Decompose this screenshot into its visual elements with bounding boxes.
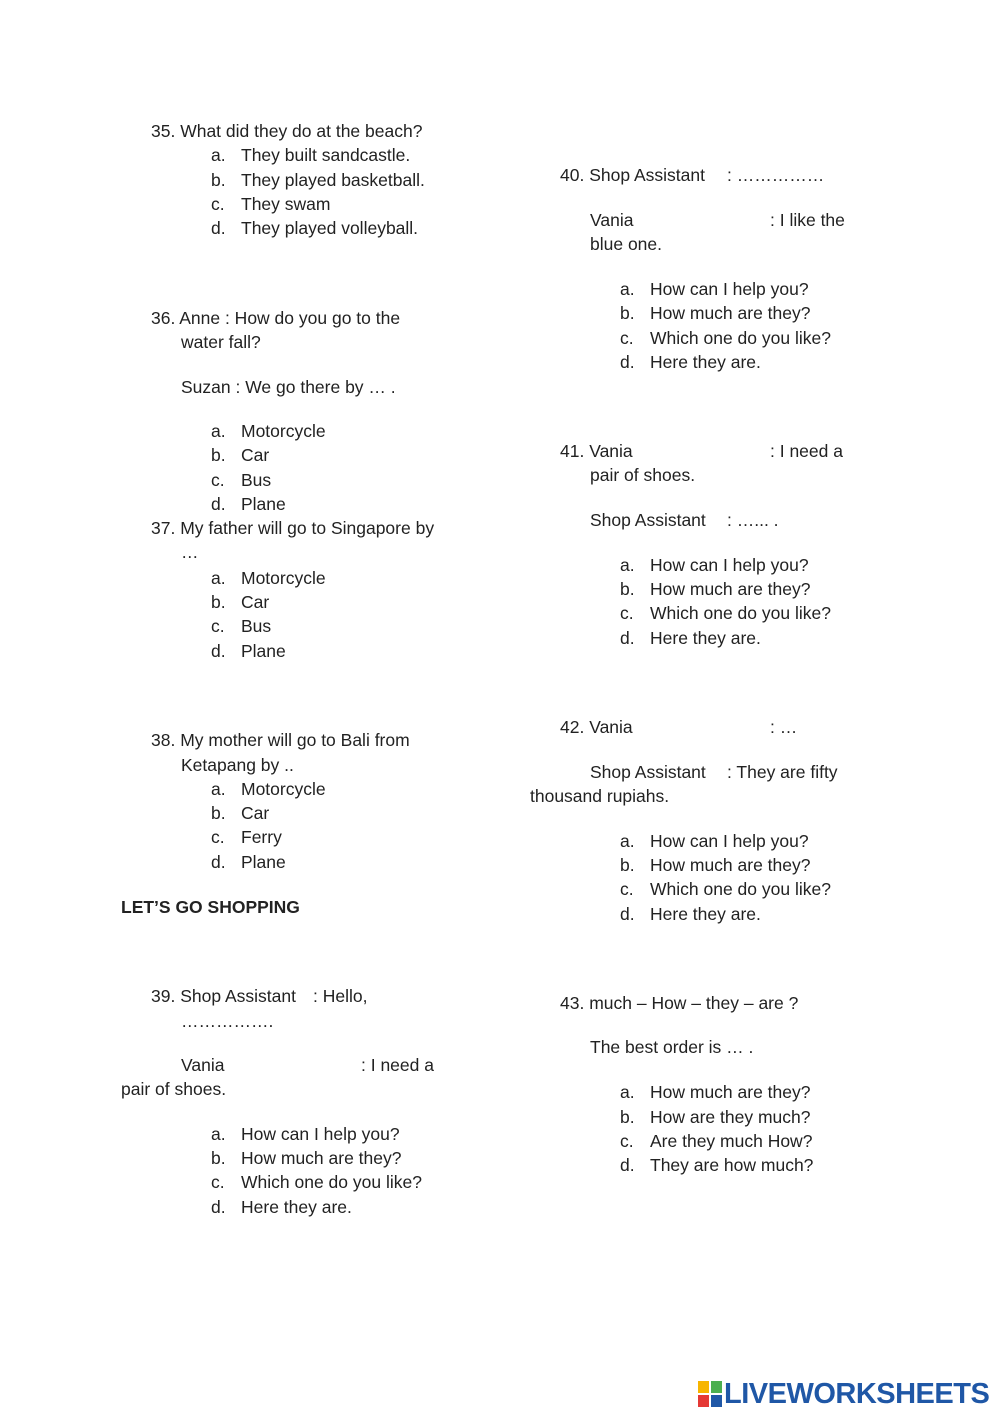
option-text: How much are they? <box>650 1082 811 1102</box>
option-text: Plane <box>241 852 286 872</box>
option-letter: d. <box>211 494 226 514</box>
option-letter: a. <box>620 1082 635 1102</box>
option-text: Here they are. <box>241 1197 352 1217</box>
option-text: How much are they? <box>650 855 811 875</box>
option-text: Bus <box>241 470 272 490</box>
question-42-line1-rest: : … <box>770 717 798 737</box>
question-41-line1-rest: : I need a <box>770 441 843 461</box>
option-text: Which one do you like? <box>650 328 831 348</box>
option-letter: d. <box>211 1197 226 1217</box>
question-38-line2: Ketapang by .. <box>181 755 294 775</box>
question-39-line3-rest: : I need a <box>361 1055 434 1075</box>
liveworksheets-logo-icon <box>698 1381 722 1407</box>
option-letter: b. <box>211 1148 226 1168</box>
question-38-line1: 38. My mother will go to Bali from <box>151 730 410 750</box>
option-text: Plane <box>241 641 286 661</box>
option-text: Here they are. <box>650 904 761 924</box>
option-letter: c. <box>211 1172 225 1192</box>
option-letter: d. <box>211 641 226 661</box>
option-letter: c. <box>620 879 634 899</box>
question-42-speaker2: Shop Assistant <box>590 762 706 782</box>
question-40-speaker2: Vania <box>590 210 634 230</box>
question-36-line1: 36. Anne : How do you go to the <box>151 308 401 328</box>
option-text: How much are they? <box>650 303 811 323</box>
question-42-line2-rest: : They are fifty <box>727 762 838 782</box>
option-text: They played basketball. <box>241 170 425 190</box>
option-text: Which one do you like? <box>650 603 831 623</box>
option-text: They swam <box>241 194 331 214</box>
option-text: Bus <box>241 616 272 636</box>
option-text: Car <box>241 592 270 612</box>
option-letter: a. <box>211 1124 226 1144</box>
question-41-line2: pair of shoes. <box>590 465 696 485</box>
question-40-line3: blue one. <box>590 234 663 254</box>
option-letter: d. <box>211 852 226 872</box>
option-letter: c. <box>211 470 225 490</box>
question-40-speaker1: 40. Shop Assistant <box>560 165 705 185</box>
question-37-line1: 37. My father will go to Singapore by <box>151 518 435 538</box>
question-43-prompt: The best order is … . <box>590 1037 754 1057</box>
question-41-speaker2: Shop Assistant <box>590 510 706 530</box>
question-36-line3: Suzan : We go there by … . <box>181 377 396 397</box>
option-text: How can I help you? <box>650 279 809 299</box>
question-41-speaker1: 41. Vania <box>560 441 633 461</box>
question-37-line2: … <box>181 542 199 562</box>
question-40-line1-rest: : …………… <box>727 165 825 185</box>
option-text: Ferry <box>241 827 282 847</box>
option-letter: d. <box>211 218 226 238</box>
option-letter: a. <box>620 555 635 575</box>
option-letter: c. <box>620 328 634 348</box>
option-letter: c. <box>211 616 225 636</box>
option-text: Motorcycle <box>241 779 326 799</box>
option-text: Motorcycle <box>241 568 326 588</box>
question-42-speaker1: 42. Vania <box>560 717 633 737</box>
option-letter: d. <box>620 352 635 372</box>
question-39-line2: ……………. <box>181 1011 274 1031</box>
option-text: They are how much? <box>650 1155 814 1175</box>
option-letter: c. <box>211 194 225 214</box>
option-letter: b. <box>211 170 226 190</box>
option-text: Plane <box>241 494 286 514</box>
question-42-line3: thousand rupiahs. <box>530 786 670 806</box>
option-letter: b. <box>211 445 226 465</box>
option-letter: a. <box>620 831 635 851</box>
option-text: How can I help you? <box>650 555 809 575</box>
option-text: They built sandcastle. <box>241 145 411 165</box>
option-letter: c. <box>211 827 225 847</box>
option-letter: b. <box>211 592 226 612</box>
option-text: Car <box>241 445 270 465</box>
question-43-stem: 43. much – How – they – are ? <box>560 993 799 1013</box>
option-text: Which one do you like? <box>650 879 831 899</box>
option-text: How can I help you? <box>241 1124 400 1144</box>
option-letter: d. <box>620 1155 635 1175</box>
option-text: Car <box>241 803 270 823</box>
option-text: Are they much How? <box>650 1131 813 1151</box>
option-text: How are they much? <box>650 1107 811 1127</box>
option-letter: a. <box>211 145 226 165</box>
option-letter: b. <box>620 855 635 875</box>
liveworksheets-brand: LIVEWORKSHEETS <box>724 1377 990 1410</box>
option-text: They played volleyball. <box>241 218 419 238</box>
question-39-speaker2: Vania <box>181 1055 225 1075</box>
question-39-speaker1: 39. Shop Assistant <box>151 986 296 1006</box>
option-text: How much are they? <box>241 1148 402 1168</box>
option-text: How can I help you? <box>650 831 809 851</box>
option-letter: b. <box>620 1107 635 1127</box>
option-letter: a. <box>211 779 226 799</box>
option-text: Here they are. <box>650 628 761 648</box>
option-letter: c. <box>620 603 634 623</box>
option-letter: c. <box>620 1131 634 1151</box>
option-text: Motorcycle <box>241 421 326 441</box>
question-41-line3-rest: : …... . <box>727 510 779 530</box>
option-letter: b. <box>620 579 635 599</box>
option-text: Here they are. <box>650 352 761 372</box>
option-letter: d. <box>620 904 635 924</box>
option-letter: a. <box>211 421 226 441</box>
question-40-line2-rest: : I like the <box>770 210 845 230</box>
question-35-stem: 35. What did they do at the beach? <box>151 121 423 141</box>
section-heading: LET’S GO SHOPPING <box>121 897 300 917</box>
question-36-line2: water fall? <box>181 332 261 352</box>
option-text: Which one do you like? <box>241 1172 422 1192</box>
option-letter: d. <box>620 628 635 648</box>
liveworksheets-logo[interactable] <box>698 1378 994 1410</box>
question-39-line1-rest: : Hello, <box>313 986 368 1006</box>
option-letter: a. <box>211 568 226 588</box>
option-letter: b. <box>211 803 226 823</box>
option-letter: b. <box>620 303 635 323</box>
question-39-line4: pair of shoes. <box>121 1079 227 1099</box>
option-letter: a. <box>620 279 635 299</box>
option-text: How much are they? <box>650 579 811 599</box>
